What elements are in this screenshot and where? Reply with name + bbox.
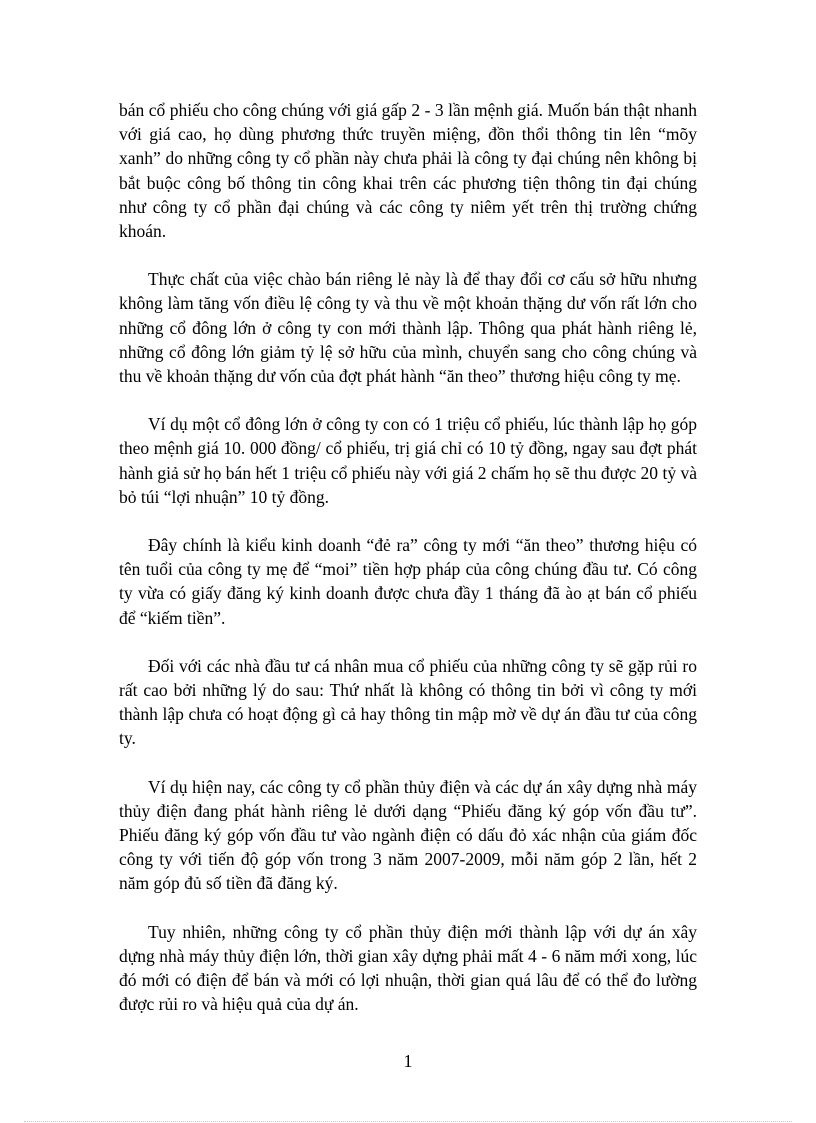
paragraph-4: Đây chính là kiểu kinh doanh “đẻ ra” công ty mới “ăn theo” thương hiệu có tên tuổi của công ty mẹ để “moi” tiền hợp pháp của công chúng đầu tư. Có công ty vừa có giấy đăng ký kinh doanh được chưa đầy 1 tháng đã ào ạt bán cổ phiếu để “kiếm tiền”. (119, 535, 697, 628)
paragraph-1: bán cổ phiếu cho công chúng với giá gấp 2 - 3 lần mệnh giá. Muốn bán thật nhanh với giá cao, họ dùng phương thức truyền miệng, đồn thổi thông tin lên “mõy xanh” do những công ty cổ phần này chưa phải là công ty đại chúng nên không bị bắt buộc công bố thông tin công khai trên các phương tiện thông tin đại chúng như công ty cổ phần đại chúng và các công ty niêm yết trên thị trường chứng khoán. (119, 100, 697, 242)
document-body (119, 98, 697, 1041)
footer-divider (24, 1121, 792, 1122)
paragraph-2: Thực chất của việc chào bán riêng lẻ này là để thay đổi cơ cấu sở hữu nhưng không làm tăng vốn điều lệ công ty và thu về một khoản thặng dư vốn rất lớn cho những cổ đông lớn ở công ty con mới thành lập. Thông qua phát hành riêng lẻ, những cổ đông lớn giảm tỷ lệ sở hữu của mình, chuyển sang cho công chúng và thu về khoản thặng dư vốn của đợt phát hành “ăn theo” thương hiệu công ty mẹ. (119, 269, 697, 387)
paragraph-5: Đối với các nhà đầu tư cá nhân mua cổ phiếu của những công ty sẽ gặp rủi ro rất cao bởi những lý do sau: Thứ nhất là không có thông tin bởi vì công ty mới thành lập chưa có hoạt động gì cả hay thông tin mập mờ về dự án đầu tư của công ty. (119, 655, 697, 749)
paragraph-6: Ví dụ hiện nay, các công ty cổ phần thủy điện và các dự án xây dựng nhà máy thủy điện đang phát hành riêng lẻ dưới dạng “Phiếu đăng ký góp vốn đầu tư”. Phiếu đăng ký góp vốn đầu tư vào ngành điện có dấu đỏ xác nhận của giám đốc công ty với tiến độ góp vốn trong 3 năm 2007-2009, mỗi năm góp 2 lần, hết 2 năm góp đủ số tiền đã đăng ký. (119, 776, 697, 894)
paragraph-7: Tuy nhiên, những công ty cổ phần thủy điện mới thành lập với dự án xây dựng nhà máy thủy điện lớn, thời gian xây dựng phải mất 4 - 6 năm mới xong, lúc đó mới có điện để bán và mới có lợi nhuận, thời gian quá lâu để có thể đo lường được rủi ro và hiệu quả của dự án. (119, 921, 697, 1015)
page-number: 1 (403, 1051, 413, 1071)
paragraph-3: Ví dụ một cổ đông lớn ở công ty con có 1 triệu cổ phiếu, lúc thành lập họ góp theo mệnh giá 10. 000 đồng/ cổ phiếu, trị giá chỉ có 10 tỷ đồng, ngay sau đợt phát hành giả sử họ bán hết 1 triệu cổ phiếu này với giá 2 chấm họ sẽ thu được 20 tỷ và bỏ túi “lợi nhuận” 10 tỷ đồng. (119, 414, 697, 507)
